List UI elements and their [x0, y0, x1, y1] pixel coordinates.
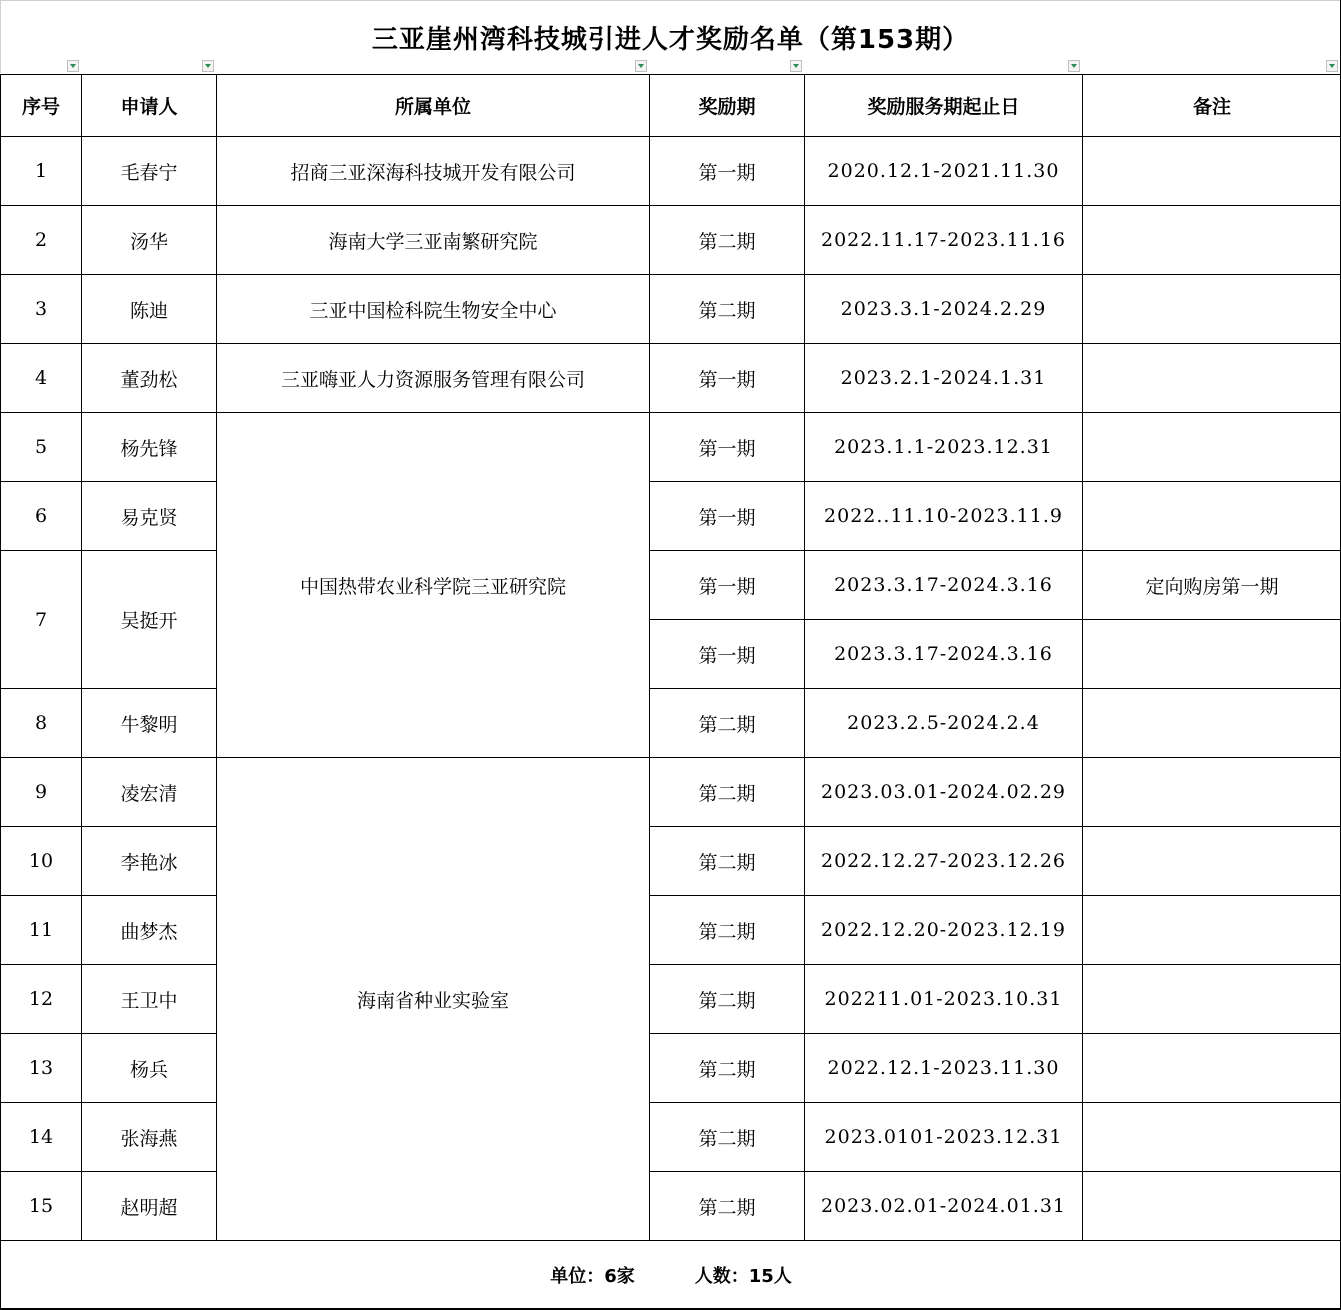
- cell-seq: 10: [1, 827, 82, 896]
- table-row: [1, 965, 1341, 1034]
- cell-seq: 11: [1, 896, 82, 965]
- cell-remark: [1083, 413, 1341, 482]
- cell-service: 2022.12.27-2023.12.26: [805, 827, 1083, 896]
- cell-remark: [1083, 1172, 1341, 1241]
- cell-remark: 定向购房第一期: [1083, 551, 1341, 620]
- summary-cell: [1, 1241, 1341, 1309]
- page-title: 三亚崖州湾科技城引进人才奖励名单（第153期）: [0, 0, 1340, 73]
- cell-service: 2023.3.17-2024.3.16: [805, 551, 1083, 620]
- cell-remark: [1083, 965, 1341, 1034]
- summary-people: 人数：15人: [694, 1265, 792, 1287]
- filter-dropdown-icon[interactable]: [1068, 60, 1080, 72]
- cell-remark: [1083, 1034, 1341, 1103]
- cell-service: 2023.02.01-2024.01.31: [805, 1172, 1083, 1241]
- cell-remark: [1083, 482, 1341, 551]
- table-header-row: [1, 75, 1341, 137]
- cell-seq: 14: [1, 1103, 82, 1172]
- cell-name: 王卫中: [82, 965, 217, 1034]
- cell-seq: 15: [1, 1172, 82, 1241]
- cell-seq: 9: [1, 758, 82, 827]
- award-table: [0, 74, 1341, 1309]
- table-row: [1, 206, 1341, 275]
- cell-service: 202211.01-2023.10.31: [805, 965, 1083, 1034]
- cell-service: 2022.12.20-2023.12.19: [805, 896, 1083, 965]
- cell-remark: [1083, 758, 1341, 827]
- cell-service: 2023.0101-2023.12.31: [805, 1103, 1083, 1172]
- cell-remark: [1083, 275, 1341, 344]
- filter-dropdown-icon[interactable]: [1326, 60, 1338, 72]
- table-row: [1, 1103, 1341, 1172]
- cell-name: 张海燕: [82, 1103, 217, 1172]
- cell-remark: [1083, 896, 1341, 965]
- filter-dropdown-icon[interactable]: [67, 60, 79, 72]
- cell-remark: [1083, 620, 1341, 689]
- cell-remark: [1083, 344, 1341, 413]
- table-row: [1, 413, 1341, 482]
- cell-seq: 2: [1, 206, 82, 275]
- header-unit: 所属单位: [217, 75, 650, 137]
- table-row: [1, 1034, 1341, 1103]
- cell-name: 凌宏清: [82, 758, 217, 827]
- header-applicant: 申请人: [82, 75, 217, 137]
- table-row: [1, 758, 1341, 827]
- filter-dropdown-icon[interactable]: [202, 60, 214, 72]
- summary-units: 单位：6家: [550, 1265, 635, 1287]
- cell-period: 第一期: [650, 344, 805, 413]
- cell-unit: 海南大学三亚南繁研究院: [217, 206, 650, 275]
- header-period: 奖励期: [650, 75, 805, 137]
- cell-remark: [1083, 827, 1341, 896]
- cell-service: 2022..11.10-2023.11.9: [805, 482, 1083, 551]
- table-row: [1, 896, 1341, 965]
- cell-unit: 招商三亚深海科技城开发有限公司: [217, 137, 650, 206]
- cell-name: 曲梦杰: [82, 896, 217, 965]
- cell-service: 2022.11.17-2023.11.16: [805, 206, 1083, 275]
- cell-remark: [1083, 206, 1341, 275]
- cell-unit: 海南省种业实验室: [217, 758, 650, 1241]
- cell-seq: 7: [1, 551, 82, 689]
- cell-seq: 1: [1, 137, 82, 206]
- cell-period: 第二期: [650, 758, 805, 827]
- cell-period: 第二期: [650, 275, 805, 344]
- cell-unit: 中国热带农业科学院三亚研究院: [217, 413, 650, 758]
- table-row: [1, 275, 1341, 344]
- cell-name: 易克贤: [82, 482, 217, 551]
- cell-period: 第一期: [650, 551, 805, 620]
- header-service: 奖励服务期起止日: [805, 75, 1083, 137]
- cell-seq: 12: [1, 965, 82, 1034]
- cell-unit: 三亚嗨亚人力资源服务管理有限公司: [217, 344, 650, 413]
- cell-period: 第一期: [650, 137, 805, 206]
- cell-period: 第二期: [650, 206, 805, 275]
- table-row: [1, 137, 1341, 206]
- cell-service: 2020.12.1-2021.11.30: [805, 137, 1083, 206]
- cell-name: 李艳冰: [82, 827, 217, 896]
- cell-name: 汤华: [82, 206, 217, 275]
- cell-service: 2023.03.01-2024.02.29: [805, 758, 1083, 827]
- cell-service: 2023.3.1-2024.2.29: [805, 275, 1083, 344]
- cell-service: 2022.12.1-2023.11.30: [805, 1034, 1083, 1103]
- cell-seq: 6: [1, 482, 82, 551]
- cell-name: 牛黎明: [82, 689, 217, 758]
- cell-period: 第二期: [650, 689, 805, 758]
- cell-service: 2023.1.1-2023.12.31: [805, 413, 1083, 482]
- cell-name: 杨兵: [82, 1034, 217, 1103]
- cell-period: 第二期: [650, 896, 805, 965]
- cell-service: 2023.2.1-2024.1.31: [805, 344, 1083, 413]
- table-row: [1, 482, 1341, 551]
- table-row: [1, 689, 1341, 758]
- cell-seq: 3: [1, 275, 82, 344]
- summary-row: [1, 1241, 1341, 1309]
- cell-remark: [1083, 1103, 1341, 1172]
- cell-period: 第二期: [650, 827, 805, 896]
- table-row: [1, 551, 1341, 620]
- cell-remark: [1083, 137, 1341, 206]
- cell-period: 第一期: [650, 482, 805, 551]
- cell-period: 第二期: [650, 965, 805, 1034]
- cell-name: 毛春宁: [82, 137, 217, 206]
- cell-period: 第二期: [650, 1034, 805, 1103]
- cell-name: 吴挺开: [82, 551, 217, 689]
- cell-period: 第二期: [650, 1103, 805, 1172]
- table-row: [1, 1172, 1341, 1241]
- cell-remark: [1083, 689, 1341, 758]
- cell-name: 杨先锋: [82, 413, 217, 482]
- cell-seq: 8: [1, 689, 82, 758]
- filter-dropdown-icon[interactable]: [790, 60, 802, 72]
- cell-seq: 5: [1, 413, 82, 482]
- cell-name: 赵明超: [82, 1172, 217, 1241]
- header-seq: 序号: [1, 75, 82, 137]
- cell-period: 第一期: [650, 413, 805, 482]
- cell-seq: 4: [1, 344, 82, 413]
- cell-name: 董劲松: [82, 344, 217, 413]
- cell-service: 2023.3.17-2024.3.16: [805, 620, 1083, 689]
- cell-name: 陈迪: [82, 275, 217, 344]
- filter-dropdown-icon[interactable]: [635, 60, 647, 72]
- table-row: [1, 344, 1341, 413]
- cell-seq: 13: [1, 1034, 82, 1103]
- cell-period: 第一期: [650, 620, 805, 689]
- cell-service: 2023.2.5-2024.2.4: [805, 689, 1083, 758]
- cell-unit: 三亚中国检科院生物安全中心: [217, 275, 650, 344]
- cell-period: 第二期: [650, 1172, 805, 1241]
- table-row: [1, 827, 1341, 896]
- header-remark: 备注: [1083, 75, 1341, 137]
